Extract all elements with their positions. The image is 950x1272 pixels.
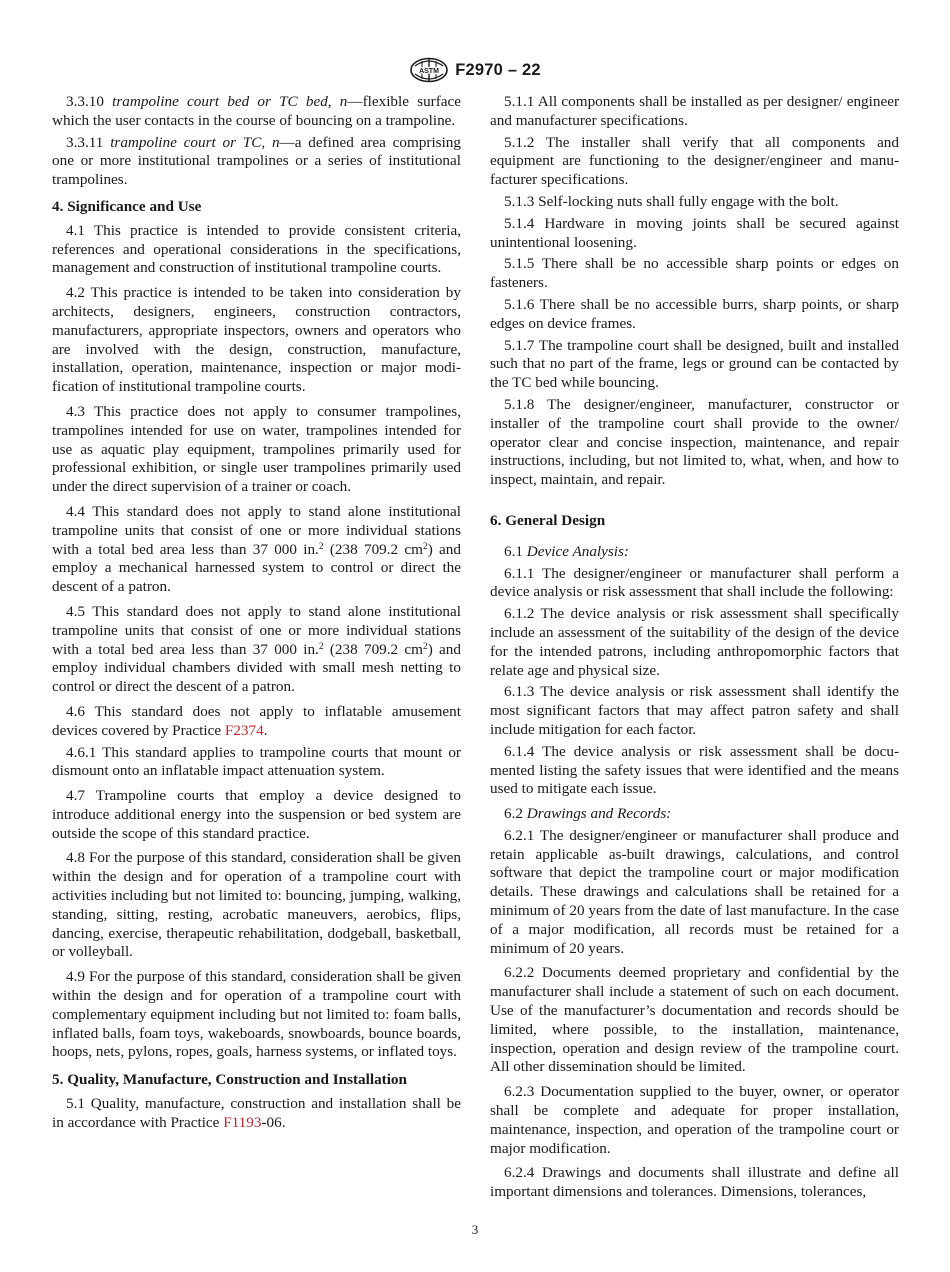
clause-5-1: 5.1 Quality, manufacture, construction and installation shall be in accordance with Practice F1193-06. (52, 1095, 461, 1131)
section-4-heading: 4. Significance and Use (52, 197, 202, 215)
standard-designation: F2970 – 22 (455, 60, 541, 79)
clause-4-2: 4.2 This practice is intended to be taken into consideration by architects, designers, engineers, construction contractors, manufacturers, appropriate inspectors, owners and operators who are involved with the design, construction, manufacture, installation, operation, maintenance, inspection or major modification of institutional trampoline courts. (52, 284, 461, 396)
right-column (490, 93, 899, 1205)
clause-4-8: 4.8 For the purpose of this standard, consideration shall be given within the design and for operation of a trampoline court with activities including but not limited to: bouncing, jumping, walking, standing, sitting, resting, acrobatic maneuvers, aerobics, flips, dancing, exercise, therapeutic rehabilitation, dodgeball, basketball, or volleyball. (52, 849, 461, 961)
clause-4-6: 4.6 This standard does not apply to inflatable amusement devices covered by Practice F2374. (52, 702, 461, 739)
clause-4-1: 4.1 This practice is intended to provide consistent criteria, references and operational considerations in the specifications, management and construction of institutional trampoline courts. (52, 221, 461, 277)
clause-5-1-6: 5.1.6 There shall be no accessible burrs, sharp points, or sharp edges on device frames. (490, 295, 899, 332)
clause-4-9: 4.9 For the purpose of this standard, consideration shall be given within the design and for operation of a trampoline court with complementary equipment including but not limited to: foam balls, inflated balls, foam toys, wakeboards, snowboards, bounce boards, hoops, nets, pylons, ropes, goals, harness systems, or inflated toys. (52, 968, 461, 1061)
clause-6-1-3: 6.1.3 The device analysis or risk assessment shall identify the most significant factors that may affect patron safety and shall include mitigation for each factor. (490, 683, 899, 738)
definition-3-3-11: 3.3.11 trampoline court or TC, n—a defined area comprising one or more institutional trampolines or a series of institutional trampolines. (52, 133, 461, 189)
page-number: 3 (471, 1222, 479, 1237)
clause-5-1-5: 5.1.5 There shall be no accessible sharp points or edges on fasteners. (490, 255, 899, 292)
link-f1193[interactable]: F1193 (223, 1113, 262, 1131)
clause-6-1-2: 6.1.2 The device analysis or risk assessment shall specifically include an assessment of the suitability of the design of the device for the intended patrons, including anthropomorphic factors that relate age and physical size. (490, 605, 899, 679)
clause-6-2-1: 6.2.1 The designer/engineer or manufacturer shall produce and retain applicable as-built drawings, calculations, and control software that depict the trampoline court or major modification details. These drawings and calculations shall be retained for a minimum of 20 years from the date of last manufacture. In the case of a major modification, all records must be retained for a minimum of 20 years. (490, 826, 899, 957)
section-6-heading: 6. General Design (490, 511, 606, 529)
clause-4-4: 4.4 This standard does not apply to stand alone institutional trampoline units that consist of one or more individual stations with a total bed area less than 37 000 in.$^2$ (238 709.2 $cm^2$) and employ a mechanical harnessed system to control or direct the descent of a patron. (52, 502, 461, 596)
page-header (0, 56, 950, 84)
clause-5-1-2: 5.1.2 The installer shall verify that all components and equipment are functioning to the designer/engineer and manufacturer specifications. (490, 133, 899, 189)
astm-logo-icon (409, 57, 449, 83)
clause-6-2-2: 6.2.2 Documents deemed proprietary and confidential by the manufacturer shall include a statement of such on each document. Use of the manufacturer’s documentation and records should be limited, where possible, to the installation, maintenance, inspection, operation and design review of the trampoline court. All other dissemination should be limited. (490, 964, 899, 1076)
clause-4-5: 4.5 This standard does not apply to stand alone institutional trampoline units that consist of one or more individual stations with a total bed area less than 37 000 in.$^2$ (238 709.2 $cm^2$) and employ individual chambers divided with small mesh netting to control or direct the descent of a patron. (52, 602, 461, 696)
clause-6-1: 6.1 Device Analysis: (504, 542, 629, 560)
left-column (52, 93, 461, 1136)
section-5-heading: 5. Quality, Manufacture, Construction and Installation (52, 1071, 407, 1089)
svg-text:ASTM: ASTM (419, 68, 440, 75)
clause-6-2-3: 6.2.3 Documentation supplied to the buyer, owner, or operator shall be complete and adequate for proper installation, maintenance, inspection, and operation of the trampoline court or major modification. (490, 1083, 899, 1157)
clause-6-2: 6.2 Drawings and Records: (504, 805, 672, 823)
clause-5-1-8: 5.1.8 The designer/engineer, manufacturer, constructor or installer of the trampoline court shall provide to the owner/ operator clear and concise inspection, maintenance, and repair instructions, including, but not limited to, what, when, and how to inspect, maintain, and repair. (490, 395, 899, 489)
clause-6-1-4: 6.1.4 The device analysis or risk assessment shall be documented listing the safety issues that were identified and the means used to mitigate each issue. (490, 742, 899, 798)
clause-5-1-1: 5.1.1 All components shall be installed as per designer/ engineer and manufacturer specifications. (490, 93, 899, 129)
definition-3-3-10: 3.3.10 trampoline court bed or TC bed, n—flexible surface which the user contacts in the course of bouncing on a trampoline. (52, 93, 462, 129)
clause-6-1-1: 6.1.1 The designer/engineer or manufacturer shall perform a device analysis or risk assessment that shall include the following: (490, 564, 899, 601)
clause-5-1-7: 5.1.7 The trampoline court shall be designed, built and installed such that no part of the frame, legs or ground can be contacted by the TC bed while bouncing. (490, 336, 899, 392)
clause-5-1-3: 5.1.3 Self-locking nuts shall fully engage with the bolt. (504, 192, 839, 210)
clause-4-3: 4.3 This practice does not apply to consumer trampolines, trampolines intended for use on water, trampolines intended for use as aquatic play equipment, trampolines primarily used for professional exhibition, or single user trampolines primarily used under the direct supervision of a trainer or coach. (52, 402, 461, 496)
clause-6-2-4: 6.2.4 Drawings and documents shall illustrate and define all important dimensions and tolerances. Dimensions, tolerances, (490, 1164, 899, 1201)
clause-5-1-4: 5.1.4 Hardware in moving joints shall be secured against unintentional loosening. (490, 214, 899, 251)
clause-4-6-1: 4.6.1 This standard applies to trampoline courts that mount or dismount onto an inflatable impact attenuation system. (52, 743, 461, 780)
clause-4-7: 4.7 Trampoline courts that employ a device designed to introduce additional energy into the suspension or bed system are outside the scope of this standard practice. (52, 787, 461, 842)
link-f2374[interactable]: F2374 (224, 721, 264, 739)
